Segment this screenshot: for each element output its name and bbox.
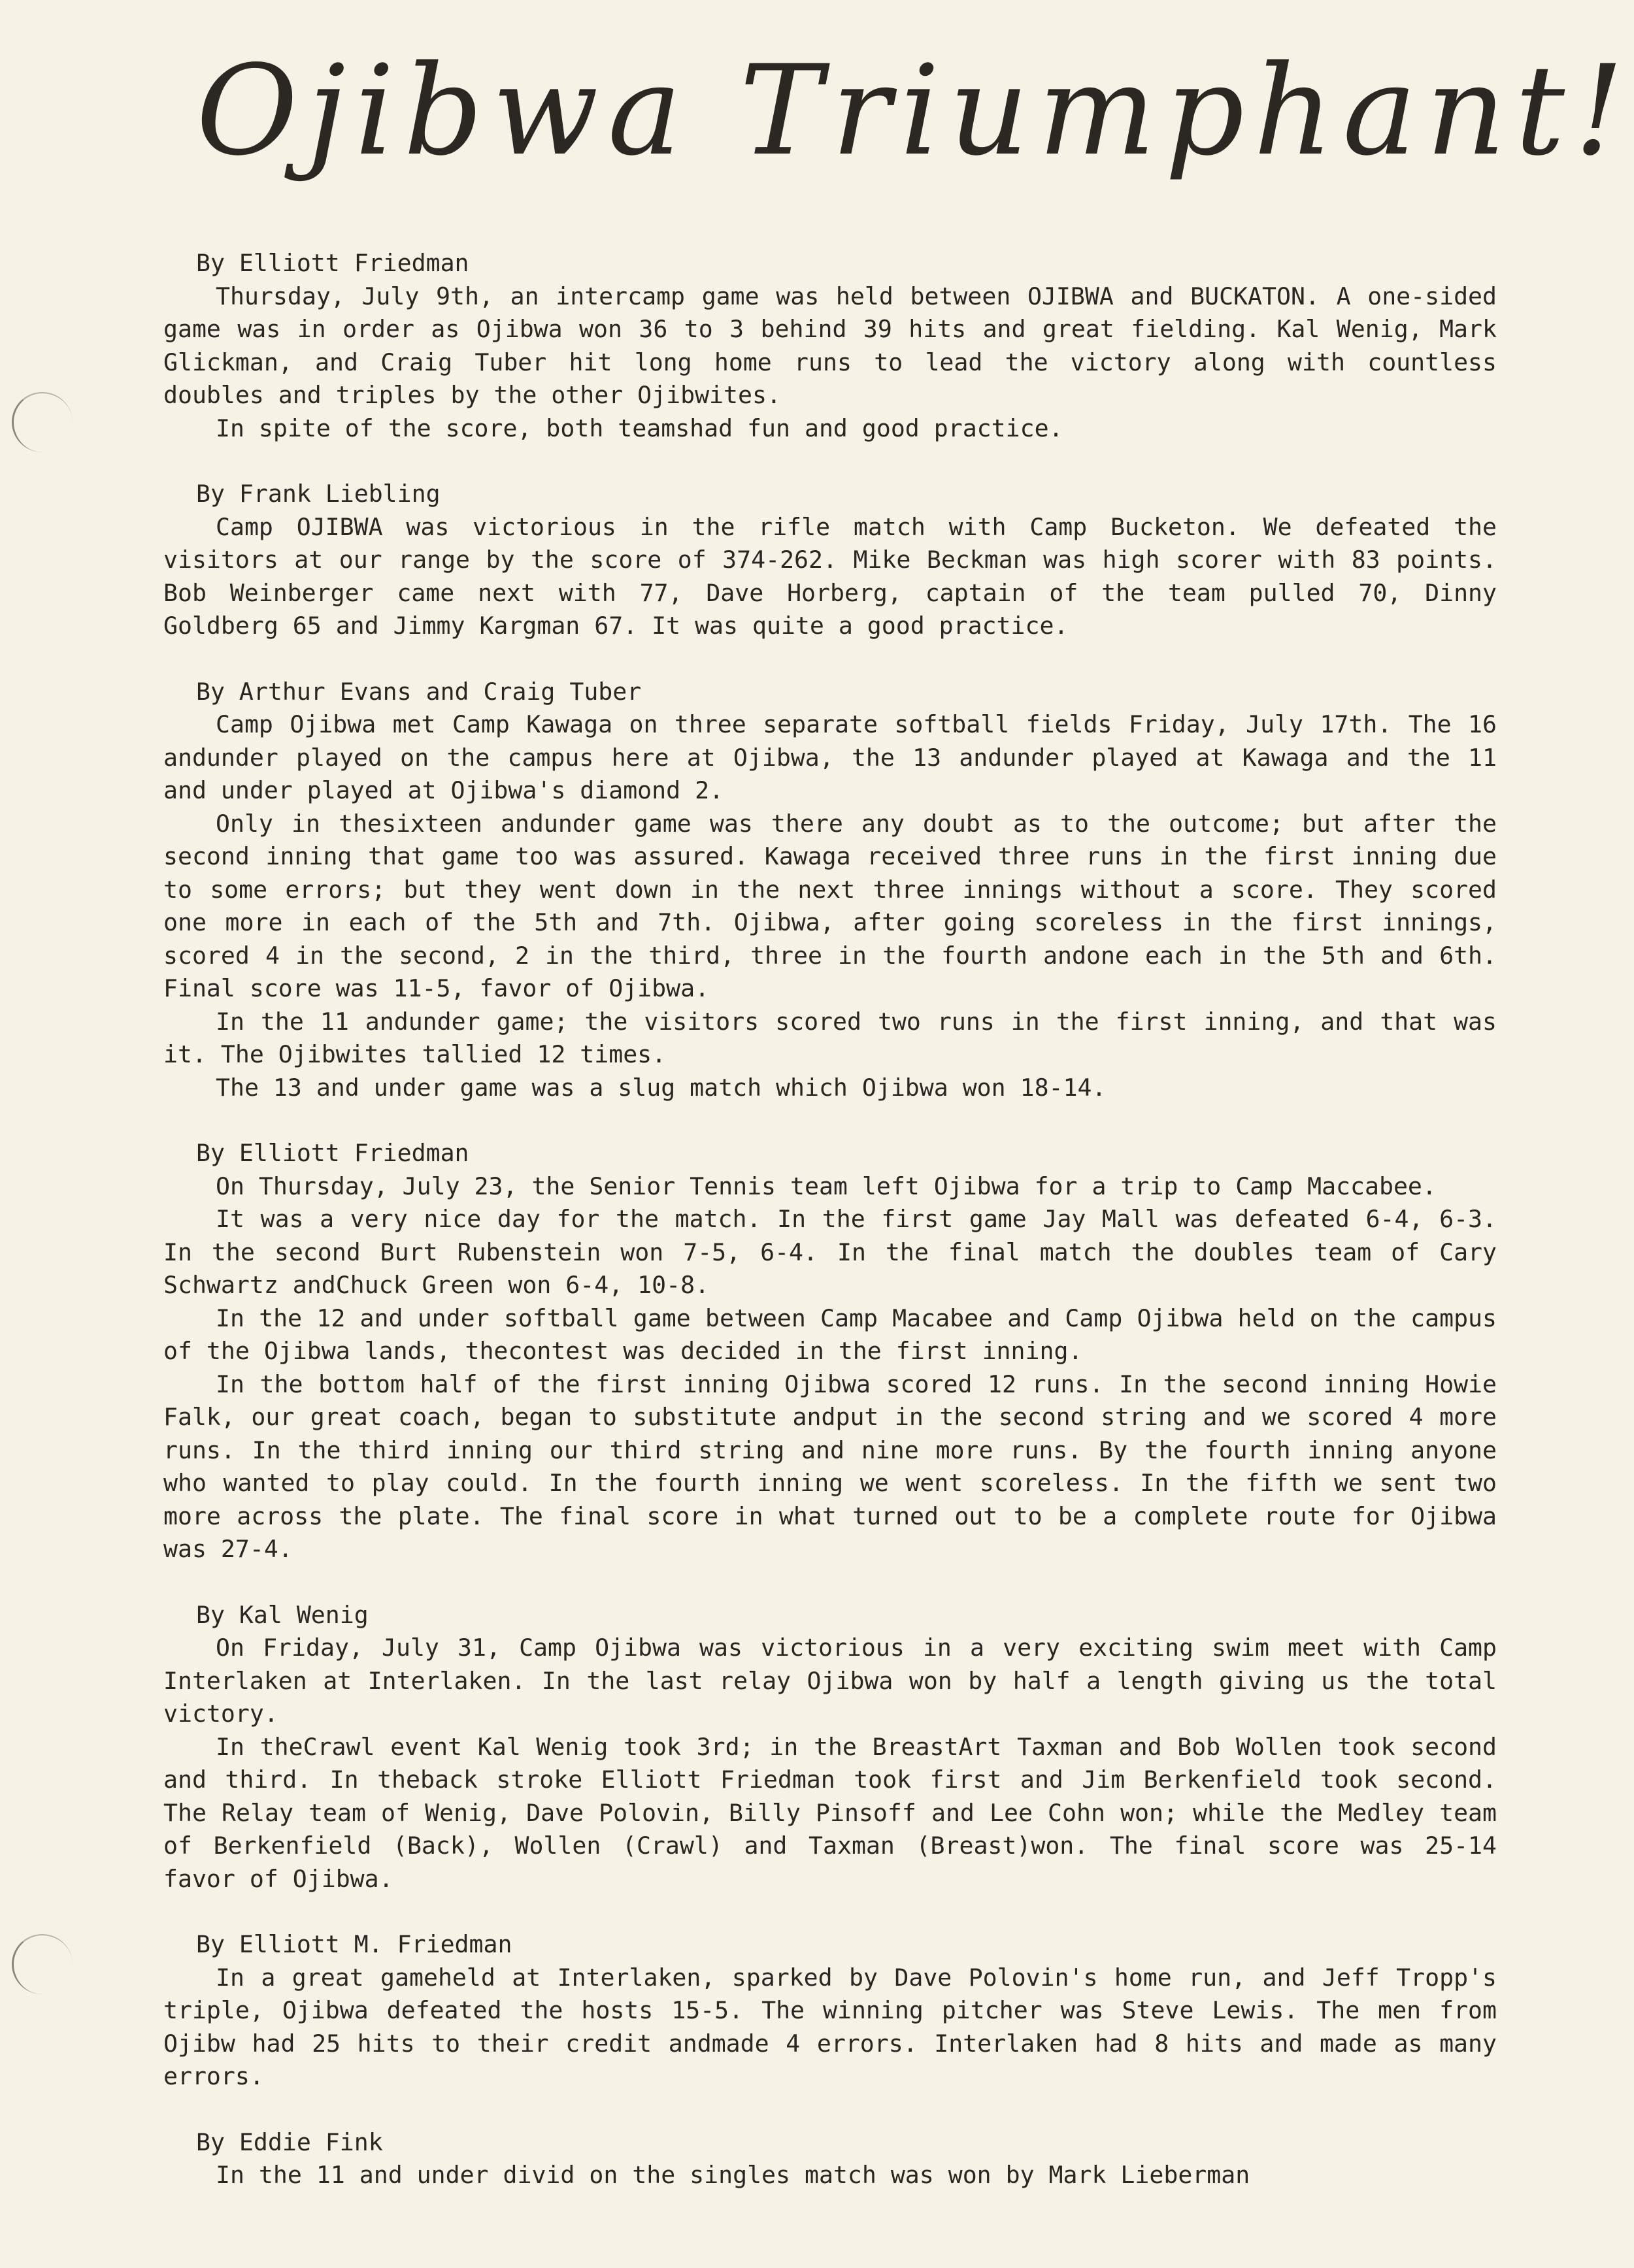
paragraph: In the 11 and under divid on the singles match was won by Mark Lieberman xyxy=(216,2161,1250,2189)
byline: By Eddie Fink xyxy=(196,2128,383,2156)
punch-hole-lower xyxy=(12,1934,73,1994)
article-7 xyxy=(163,2126,1497,2192)
article-4 xyxy=(163,1137,1497,1566)
paragraph: In the 12 and under softball game between Camp Macabee and Camp Ojibwa held on the campus of the Ojibwa lands, thecontest was decided in the first inning. xyxy=(163,1304,1497,1365)
handwritten-title: Ojibwa Triumphant! xyxy=(196,39,1633,183)
paragraph: The 13 and under game was a slug match which Ojibwa won 18-14. xyxy=(216,1073,1107,1102)
paragraph: On Friday, July 31, Camp Ojibwa was victorious in a very exciting swim meet with Camp Interlaken at Interlaken. In the last relay Ojibwa won by half a length giving us the total victory. xyxy=(163,1634,1497,1728)
punch-hole-upper xyxy=(12,392,73,452)
paragraph: On Thursday, July 23, the Senior Tennis team left Ojibwa for a trip to Camp Maccabee. xyxy=(216,1172,1437,1200)
byline: By Elliott M. Friedman xyxy=(196,1930,512,1958)
byline: By Kal Wenig xyxy=(196,1600,369,1629)
article-1 xyxy=(163,247,1497,445)
paragraph: Camp OJIBWA was victorious in the rifle match with Camp Bucketon. We defeated the visitors at our range by the score of 374-262. Mike Beckman was high scorer with 83 points. Bob Weinberger came next with 77, Dave Horberg, captain of the team pulled 70, Dinny Goldberg 65 and Jimmy Kargman 67. It was quite a good practice. xyxy=(163,512,1497,640)
byline: By Arthur Evans and Craig Tuber xyxy=(196,677,642,706)
byline: By Elliott Friedman xyxy=(196,1139,469,1167)
paragraph: Camp Ojibwa met Camp Kawaga on three separate softball fields Friday, July 17th. The 16 andunder played on the campus here at Ojibwa, the 13 andunder played at Kawaga and the 11 and under played at Ojibwa's diamond 2. xyxy=(163,710,1497,804)
paragraph: In the bottom half of the first inning Ojibwa scored 12 runs. In the second inning Howie Falk, our great coach, began to substitute andput in the second string and we scored 4 more runs. In the third inning our third string and nine more runs. By the fourth inning anyone who wanted to play could. In the fourth inning we went scoreless. In the fifth we sent two more across the plate. The final score in what turned out to be a complete route for Ojibwa was 27-4. xyxy=(163,1370,1497,1563)
paragraph: In spite of the score, both teamshad fun and good practice. xyxy=(216,414,1063,442)
paragraph: It was a very nice day for the match. In the first game Jay Mall was defeated 6-4, 6-3. In the second Burt Rubenstein won 7-5, 6-4. In the final match the doubles team of Cary Schwartz andChuck Green won 6-4, 10-8. xyxy=(163,1205,1497,1299)
paragraph: In a great gameheld at Interlaken, sparked by Dave Polovin's home run, and Jeff Tropp's triple, Ojibwa defeated the hosts 15-5. The winning pitcher was Steve Lewis. The men from Ojibw had 25 hits to their credit andmade 4 errors. Interlaken had 8 hits and made as many errors. xyxy=(163,1963,1497,2090)
article-6 xyxy=(163,1928,1497,2094)
paragraph: In the 11 andunder game; the visitors scored two runs in the first inning, and that was it. The Ojibwites tallied 12 times. xyxy=(163,1007,1497,1068)
paragraph: In theCrawl event Kal Wenig took 3rd; in the BreastArt Taxman and Bob Wollen took second and third. In theback stroke Elliott Friedman took first and Jim Berkenfield took second. The Relay team of Wenig, Dave Polovin, Billy Pinsoff and Lee Cohn won; while the Medley team of Berkenfield (Back), Wollen (Crawl) and Taxman (Breast)won. The final score was 25-14 favor of Ojibwa. xyxy=(163,1732,1497,1893)
article-3 xyxy=(163,676,1497,1105)
paragraph: Thursday, July 9th, an intercamp game was held between OJIBWA and BUCKATON. A one-sided game was in order as Ojibwa won 36 to 3 behind 39 hits and great fielding. Kal Wenig, Mark Glickman, and Craig Tuber hit long home runs to lead the victory along with countless doubles and triples by the other Ojibwites. xyxy=(163,282,1497,409)
article-2 xyxy=(163,478,1497,643)
byline: By Frank Liebling xyxy=(196,480,441,508)
articles-column xyxy=(163,247,1497,2225)
byline: By Elliott Friedman xyxy=(196,249,469,277)
paragraph: Only in thesixteen andunder game was there any doubt as to the outcome; but after the second inning that game too was assured. Kawaga received three runs in the first inning due to some errors; but they went down in the next three innings without a score. They scored one more in each of the 5th and 7th. Ojibwa, after going scoreless in the first innings, scored 4 in the second, 2 in the third, three in the fourth andone each in the 5th and 6th. Final score was 11-5, favor of Ojibwa. xyxy=(163,809,1497,1002)
article-5 xyxy=(163,1599,1497,1896)
